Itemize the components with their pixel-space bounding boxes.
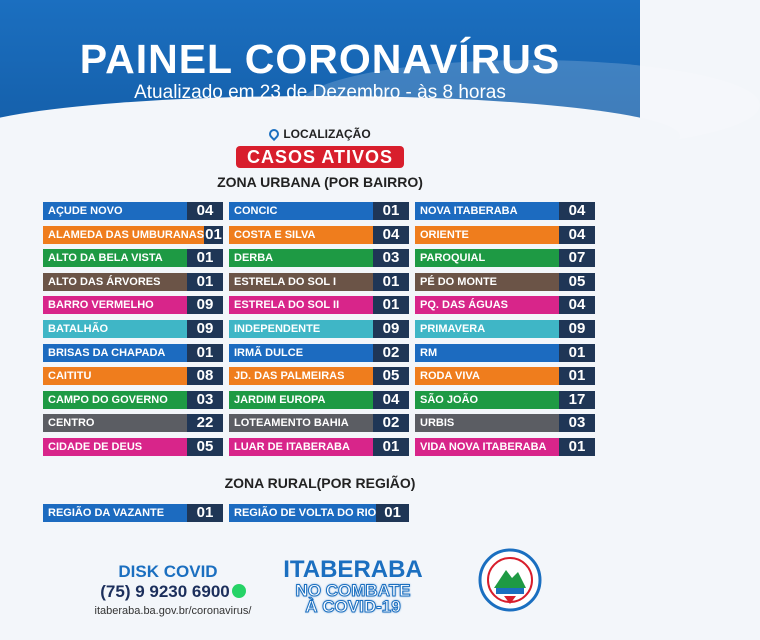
neighborhood-name: INDEPENDENTE (229, 320, 373, 338)
case-count: 03 (187, 391, 223, 409)
neighborhood-name: ALAMEDA DAS UMBURANAS (43, 226, 204, 244)
neighborhood-row (229, 202, 409, 220)
neighborhood-name: ALTO DAS ÁRVORES (43, 273, 187, 291)
disk-covid-label: DISK COVID (118, 562, 218, 581)
neighborhood-name: CAITITU (43, 367, 187, 385)
case-count: 05 (187, 438, 223, 456)
case-count: 17 (559, 391, 595, 409)
neighborhood-name: RODA VIVA (415, 367, 559, 385)
slogan-line-2: À COVID-19 (305, 597, 401, 616)
neighborhood-name: PÉ DO MONTE (415, 273, 559, 291)
neighborhood-row (43, 320, 223, 338)
neighborhood-row (229, 296, 409, 314)
city-seal-icon (478, 548, 542, 612)
brand-slogan (268, 583, 438, 615)
neighborhood-name: COSTA E SILVA (229, 226, 373, 244)
neighborhood-row (43, 273, 223, 291)
neighborhood-name: ESTRELA DO SOL I (229, 273, 373, 291)
case-count: 04 (187, 202, 223, 220)
case-count: 07 (559, 249, 595, 267)
case-count: 01 (376, 504, 409, 522)
neighborhood-row (229, 438, 409, 456)
location-text: LOCALIZAÇÃO (283, 127, 371, 141)
neighborhood-row (43, 391, 223, 409)
urban-column (415, 202, 595, 462)
neighborhood-row (229, 249, 409, 267)
case-count: 01 (373, 273, 409, 291)
case-count: 03 (559, 414, 595, 432)
location-pin-icon (267, 127, 281, 141)
neighborhood-name: BARRO VERMELHO (43, 296, 187, 314)
neighborhood-name: NOVA ITABERABA (415, 202, 559, 220)
location-label (0, 127, 640, 141)
case-count: 01 (373, 438, 409, 456)
case-count: 01 (373, 296, 409, 314)
neighborhood-row (229, 367, 409, 385)
neighborhood-row (43, 296, 223, 314)
neighborhood-name: REGIÃO DA VAZANTE (43, 504, 187, 522)
neighborhood-row (229, 504, 409, 522)
neighborhood-row (43, 226, 223, 244)
neighborhood-row (43, 504, 223, 522)
header-banner (0, 0, 640, 122)
neighborhood-name: AÇUDE NOVO (43, 202, 187, 220)
case-count: 01 (373, 202, 409, 220)
neighborhood-row (415, 414, 595, 432)
urban-column (229, 202, 409, 462)
neighborhood-row (229, 320, 409, 338)
neighborhood-name: BRISAS DA CHAPADA (43, 344, 187, 362)
neighborhood-name: JARDIM EUROPA (229, 391, 373, 409)
case-count: 01 (187, 249, 223, 267)
neighborhood-row (43, 367, 223, 385)
neighborhood-name: REGIÃO DE VOLTA DO RIO (229, 504, 376, 522)
neighborhood-name: SÃO JOÃO (415, 391, 559, 409)
neighborhood-row (229, 391, 409, 409)
case-count: 01 (187, 273, 223, 291)
case-count: 04 (559, 202, 595, 220)
neighborhood-name: CAMPO DO GOVERNO (43, 391, 187, 409)
case-count: 01 (559, 438, 595, 456)
website-link[interactable]: itaberaba.ba.gov.br/coronavirus/ (94, 605, 252, 617)
neighborhood-row (415, 226, 595, 244)
urban-zone-title: ZONA URBANA (POR BAIRRO) (217, 174, 423, 190)
neighborhood-row (415, 320, 595, 338)
case-count: 09 (187, 320, 223, 338)
rural-column (229, 504, 409, 528)
phone-number (78, 582, 268, 602)
case-count: 01 (187, 504, 223, 522)
case-count: 01 (559, 344, 595, 362)
brand-city: ITABERABA (283, 556, 423, 583)
neighborhood-name: ORIENTE (415, 226, 559, 244)
neighborhood-row (43, 249, 223, 267)
neighborhood-row (43, 344, 223, 362)
case-count: 05 (559, 273, 595, 291)
case-count: 01 (187, 344, 223, 362)
neighborhood-row (43, 414, 223, 432)
neighborhood-name: ALTO DA BELA VISTA (43, 249, 187, 267)
case-count: 09 (187, 296, 223, 314)
rural-column (43, 504, 223, 528)
neighborhood-row (415, 344, 595, 362)
neighborhood-row (229, 414, 409, 432)
neighborhood-row (415, 438, 595, 456)
neighborhood-row (415, 249, 595, 267)
whatsapp-icon (232, 584, 246, 598)
case-count: 04 (559, 296, 595, 314)
case-count: 08 (187, 367, 223, 385)
neighborhood-name: BATALHÃO (43, 320, 187, 338)
neighborhood-row (415, 202, 595, 220)
neighborhood-name: CONCIC (229, 202, 373, 220)
case-count: 03 (373, 249, 409, 267)
case-count: 05 (373, 367, 409, 385)
phone-text: (75) 9 9230 6900 (100, 582, 230, 601)
neighborhood-row (229, 273, 409, 291)
rural-zone-title: ZONA RURAL(POR REGIÃO) (224, 475, 416, 491)
neighborhood-row (229, 226, 409, 244)
neighborhood-row (415, 296, 595, 314)
case-count: 04 (373, 226, 409, 244)
neighborhood-name: CIDADE DE DEUS (43, 438, 187, 456)
case-count: 02 (373, 344, 409, 362)
neighborhood-name: PRIMAVERA (415, 320, 559, 338)
active-cases-badge: CASOS ATIVOS (236, 146, 404, 168)
neighborhood-row (415, 273, 595, 291)
slogan-line-1: NO COMBATE (295, 581, 411, 600)
neighborhood-name: PAROQUIAL (415, 249, 559, 267)
page-title: PAINEL CORONAVÍRUS (79, 36, 561, 82)
neighborhood-row (229, 344, 409, 362)
case-count: 04 (559, 226, 595, 244)
neighborhood-name: LUAR DE ITABERABA (229, 438, 373, 456)
case-count: 09 (559, 320, 595, 338)
neighborhood-row (415, 391, 595, 409)
neighborhood-name: RM (415, 344, 559, 362)
case-count: 01 (205, 225, 222, 243)
case-count: 04 (373, 391, 409, 409)
case-count: 02 (373, 414, 409, 432)
neighborhood-name: IRMÃ DULCE (229, 344, 373, 362)
neighborhood-name: CENTRO (43, 414, 187, 432)
case-count: 01 (559, 367, 595, 385)
neighborhood-name: PQ. DAS ÁGUAS (415, 296, 559, 314)
neighborhood-name: DERBA (229, 249, 373, 267)
neighborhood-row (43, 202, 223, 220)
urban-column (43, 202, 223, 462)
neighborhood-row (43, 438, 223, 456)
neighborhood-name: VIDA NOVA ITABERABA (415, 438, 559, 456)
neighborhood-name: LOTEAMENTO BAHIA (229, 414, 373, 432)
page-subtitle: Atualizado em 23 de Dezembro - às 8 horas (134, 82, 506, 103)
case-count: 22 (187, 414, 223, 432)
neighborhood-name: JD. DAS PALMEIRAS (229, 367, 373, 385)
neighborhood-name: URBIS (415, 414, 559, 432)
neighborhood-name: ESTRELA DO SOL II (229, 296, 373, 314)
neighborhood-row (415, 367, 595, 385)
case-count: 09 (373, 320, 409, 338)
